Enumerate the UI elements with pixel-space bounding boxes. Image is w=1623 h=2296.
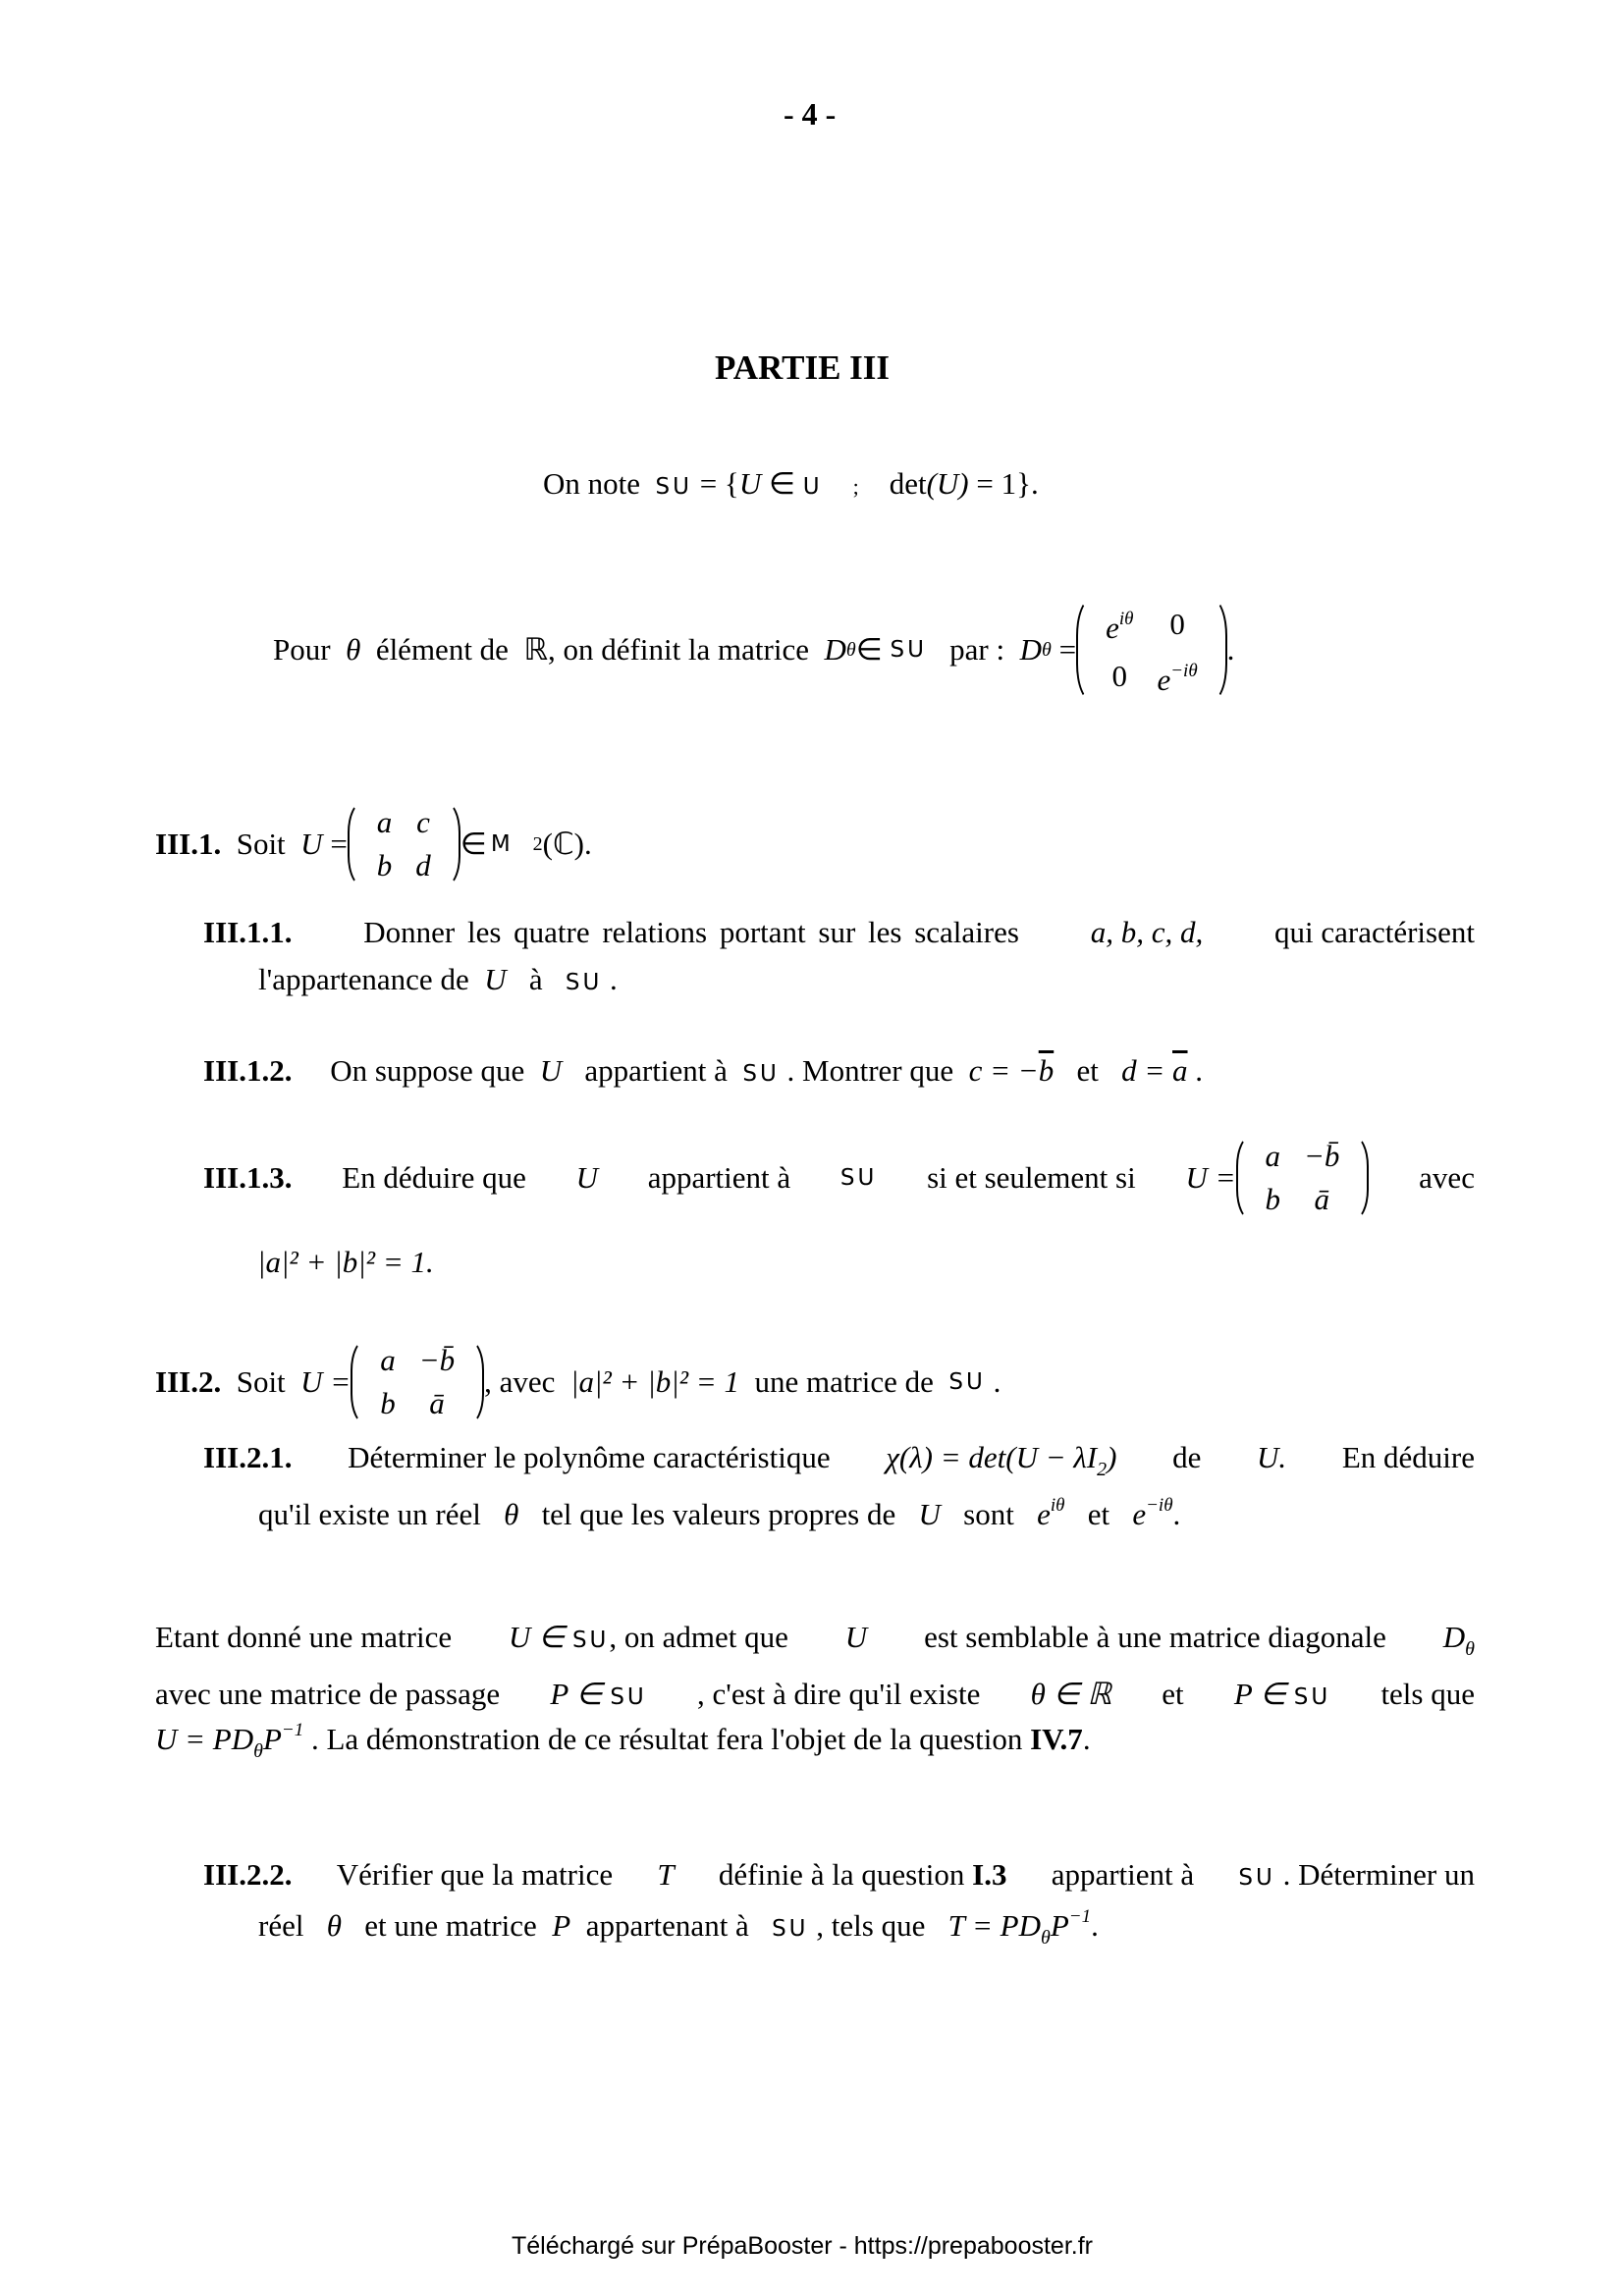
period: . <box>1172 1497 1181 1531</box>
period: . <box>1226 632 1235 667</box>
text: tel que les valeurs propres de <box>541 1497 896 1531</box>
T-symbol: T <box>657 1857 675 1892</box>
reals-symbol: ℝ <box>523 632 549 667</box>
soit-text: Soit <box>236 827 286 861</box>
text: . Montrer que <box>786 1053 954 1088</box>
text: réel <box>258 1908 304 1943</box>
matrix-cell: $e^{i\theta}$ <box>1106 609 1134 645</box>
period: . <box>610 962 618 996</box>
U-eq: U = <box>300 1364 352 1399</box>
text: appartient à <box>584 1053 728 1088</box>
U-matrix <box>1236 1135 1370 1221</box>
det-text: det <box>889 466 927 501</box>
char-poly: $\chi(\lambda) = \det(U - \lambda I_2)$ <box>886 1440 1117 1480</box>
period: . <box>1082 1722 1091 1756</box>
text: Vérifier que la matrice <box>336 1857 614 1892</box>
U-symbol: U. <box>1257 1440 1287 1474</box>
par-text: par : <box>949 632 1005 667</box>
text: appartenant à <box>585 1908 749 1943</box>
text: à <box>528 962 543 996</box>
d-eq: d = <box>1121 1053 1165 1088</box>
question-label: III.1.3. <box>203 1160 293 1195</box>
text: sont <box>963 1497 1014 1531</box>
page-number: - 4 - <box>784 96 837 132</box>
U-matrix <box>351 1339 484 1425</box>
text: et <box>1076 1053 1099 1088</box>
P-in: P ∈ <box>550 1677 603 1711</box>
matrix-cell: −b̄ <box>418 1343 456 1377</box>
det-arg: (U) <box>926 466 969 501</box>
text: qui caractérisent <box>1274 915 1475 949</box>
text: tels que <box>1380 1677 1475 1711</box>
definition-lead: On note <box>543 466 641 501</box>
U-symbol: U <box>300 827 323 861</box>
text: l'appartenance de <box>258 962 469 996</box>
question-ref: I.3 <box>972 1857 1007 1892</box>
question-III-1-3 <box>203 1129 1475 1227</box>
su-definition <box>543 466 1039 502</box>
equals: = <box>330 827 348 861</box>
text: si et seulement si <box>927 1160 1136 1195</box>
element-de: élément de <box>375 632 509 667</box>
text: On suppose que <box>330 1053 525 1088</box>
U-symbol: U <box>575 1160 598 1195</box>
M-symbol: M <box>490 831 514 857</box>
M-sub: 2 <box>532 832 543 855</box>
text: et <box>1162 1677 1184 1711</box>
U-symbol: U <box>484 962 507 996</box>
matrix-cell: a <box>380 1343 396 1377</box>
eq-one: = 1 <box>976 466 1017 501</box>
eigenvalue-2: $e^{-i\theta}$ <box>1132 1495 1173 1531</box>
scalars: a, b, c, d, <box>1090 915 1204 949</box>
question-III-1-2 <box>203 1053 1203 1089</box>
text: avec une matrice de passage <box>155 1677 501 1711</box>
text: Etant donné une matrice <box>155 1620 453 1654</box>
question-label: III.2.2. <box>203 1857 293 1892</box>
matrix-cell: b <box>380 1386 396 1420</box>
question-III-2 <box>155 1333 1001 1431</box>
text: appartient à <box>1051 1857 1195 1892</box>
D-sub: θ <box>1042 638 1052 661</box>
U-matrix <box>348 801 460 887</box>
text: , tels que <box>816 1908 926 1943</box>
text: En déduire <box>1341 1440 1475 1474</box>
question-III-2-2 <box>203 1857 1475 1949</box>
matrix-cell: d <box>415 848 431 882</box>
matrix-cell: b <box>376 848 393 882</box>
question-label: III.1.1. <box>203 915 293 949</box>
u-symbol: U <box>802 474 823 500</box>
text: définie à la question <box>718 1857 965 1892</box>
U-symbol: U <box>539 1053 563 1088</box>
matrix-cell: 0 <box>1111 658 1128 693</box>
equals: = <box>1058 632 1077 667</box>
matrix-cell: a <box>1265 1139 1281 1173</box>
D-symbol: D <box>1019 632 1043 667</box>
b-bar: $\overline{b}$ <box>1038 1053 1055 1088</box>
text: En déduire que <box>342 1160 526 1195</box>
similarity-eq: $T = PD_\theta P^{-1}$ <box>947 1906 1092 1949</box>
matrix-cell: c <box>416 805 430 839</box>
D-theta: $D_\theta$ <box>1442 1620 1475 1660</box>
text: Donner les quatre relations portant sur les scalaires <box>363 915 1019 949</box>
complex-field: (ℂ). <box>542 827 592 861</box>
equals-brace: = { <box>699 466 739 501</box>
question-label: III.2.1. <box>203 1440 293 1474</box>
text: une matrice de <box>754 1364 934 1399</box>
matrix-cell: b <box>1265 1182 1281 1216</box>
define-text: , on définit la matrice <box>548 632 809 667</box>
matrix-cell: a <box>376 805 393 839</box>
matrix-cell: ā <box>429 1386 445 1420</box>
separator: ; <box>852 474 859 499</box>
question-label: III.1. <box>155 827 222 861</box>
elem-U: U <box>738 466 762 501</box>
question-III-1-1 <box>203 915 1475 997</box>
period: . <box>993 1364 1001 1399</box>
question-III-2-1 <box>203 1440 1475 1532</box>
U-symbol: U <box>844 1620 868 1654</box>
question-label: III.1.2. <box>203 1053 293 1088</box>
su-symbol: SU <box>742 1061 780 1087</box>
theta: θ <box>346 632 361 667</box>
footer-download-note: Téléchargé sur PrépaBooster - https://prepabooster.fr <box>512 2232 1093 2260</box>
su-symbol: SU <box>890 637 927 663</box>
P-in: P ∈ <box>1233 1677 1286 1711</box>
a-bar: $\overline{a}$ <box>1172 1053 1188 1088</box>
text: . Déterminer un <box>1282 1857 1475 1892</box>
dtheta-matrix <box>1076 598 1227 702</box>
theta: θ <box>326 1908 342 1943</box>
text: avec <box>1419 1160 1475 1195</box>
dtheta-definition <box>273 601 1234 699</box>
su-symbol: SU <box>1238 1865 1275 1891</box>
U-eq: U = <box>1185 1160 1236 1195</box>
su-symbol: SU <box>655 474 692 500</box>
text: appartient à <box>647 1160 791 1195</box>
su-symbol: SU <box>839 1165 878 1191</box>
text: est semblable à une matrice diagonale <box>924 1620 1386 1654</box>
norm-condition: |a|² + |b|² = 1. <box>257 1245 434 1279</box>
D-sub: θ <box>845 638 856 661</box>
question-III-1 <box>155 795 592 893</box>
D-symbol: D <box>824 632 846 667</box>
U-symbol: U <box>918 1497 941 1531</box>
question-ref: IV.7 <box>1030 1722 1083 1756</box>
part-title: PARTIE III <box>715 348 891 387</box>
admission-paragraph <box>155 1620 1475 1763</box>
eigenvalue-1: $e^{i\theta}$ <box>1037 1495 1065 1531</box>
matrix-cell: $e^{-i\theta}$ <box>1157 661 1198 697</box>
text: et <box>1087 1497 1110 1531</box>
theta: θ <box>504 1497 519 1531</box>
matrix-cell: ā <box>1314 1182 1329 1216</box>
U-in: U ∈ <box>509 1620 566 1654</box>
norm-condition: |a|² + |b|² = 1 <box>569 1364 739 1399</box>
soit-text: Soit <box>236 1364 286 1399</box>
c-eq: c = − <box>968 1053 1039 1088</box>
su-symbol: SU <box>772 1916 809 1942</box>
in-symbol: ∈ <box>460 827 487 861</box>
su-symbol: SU <box>565 970 603 995</box>
in-symbol: ∈ <box>855 632 883 667</box>
text: , c'est à dire qu'il existe <box>697 1677 981 1711</box>
su-symbol: SU <box>571 1628 610 1653</box>
theta-in-R: θ ∈ ℝ <box>1030 1677 1111 1711</box>
P-symbol: P <box>552 1908 571 1943</box>
in-symbol: ∈ <box>768 466 795 501</box>
similarity-eq: $U = PD_\theta P^{-1}$ <box>155 1720 304 1762</box>
text: de <box>1172 1440 1202 1474</box>
text: , avec <box>484 1364 556 1399</box>
close-brace: }. <box>1016 466 1039 501</box>
question-label: III.2. <box>155 1364 222 1399</box>
period: . <box>1195 1053 1204 1088</box>
su-symbol: SU <box>610 1684 647 1710</box>
period: . <box>1091 1908 1099 1943</box>
matrix-cell: 0 <box>1169 606 1185 641</box>
pour-text: Pour <box>273 632 331 667</box>
text: qu'il existe un réel <box>258 1497 481 1531</box>
su-symbol: SU <box>1293 1684 1331 1710</box>
matrix-cell: −b̄ <box>1304 1139 1340 1173</box>
su-symbol: SU <box>948 1369 986 1395</box>
text: Déterminer le polynôme caractéristique <box>348 1440 831 1474</box>
text: . La démonstration de ce résultat fera l'objet de la question <box>310 1722 1023 1756</box>
text: , on admet que <box>609 1620 788 1654</box>
text: et une matrice <box>364 1908 537 1943</box>
